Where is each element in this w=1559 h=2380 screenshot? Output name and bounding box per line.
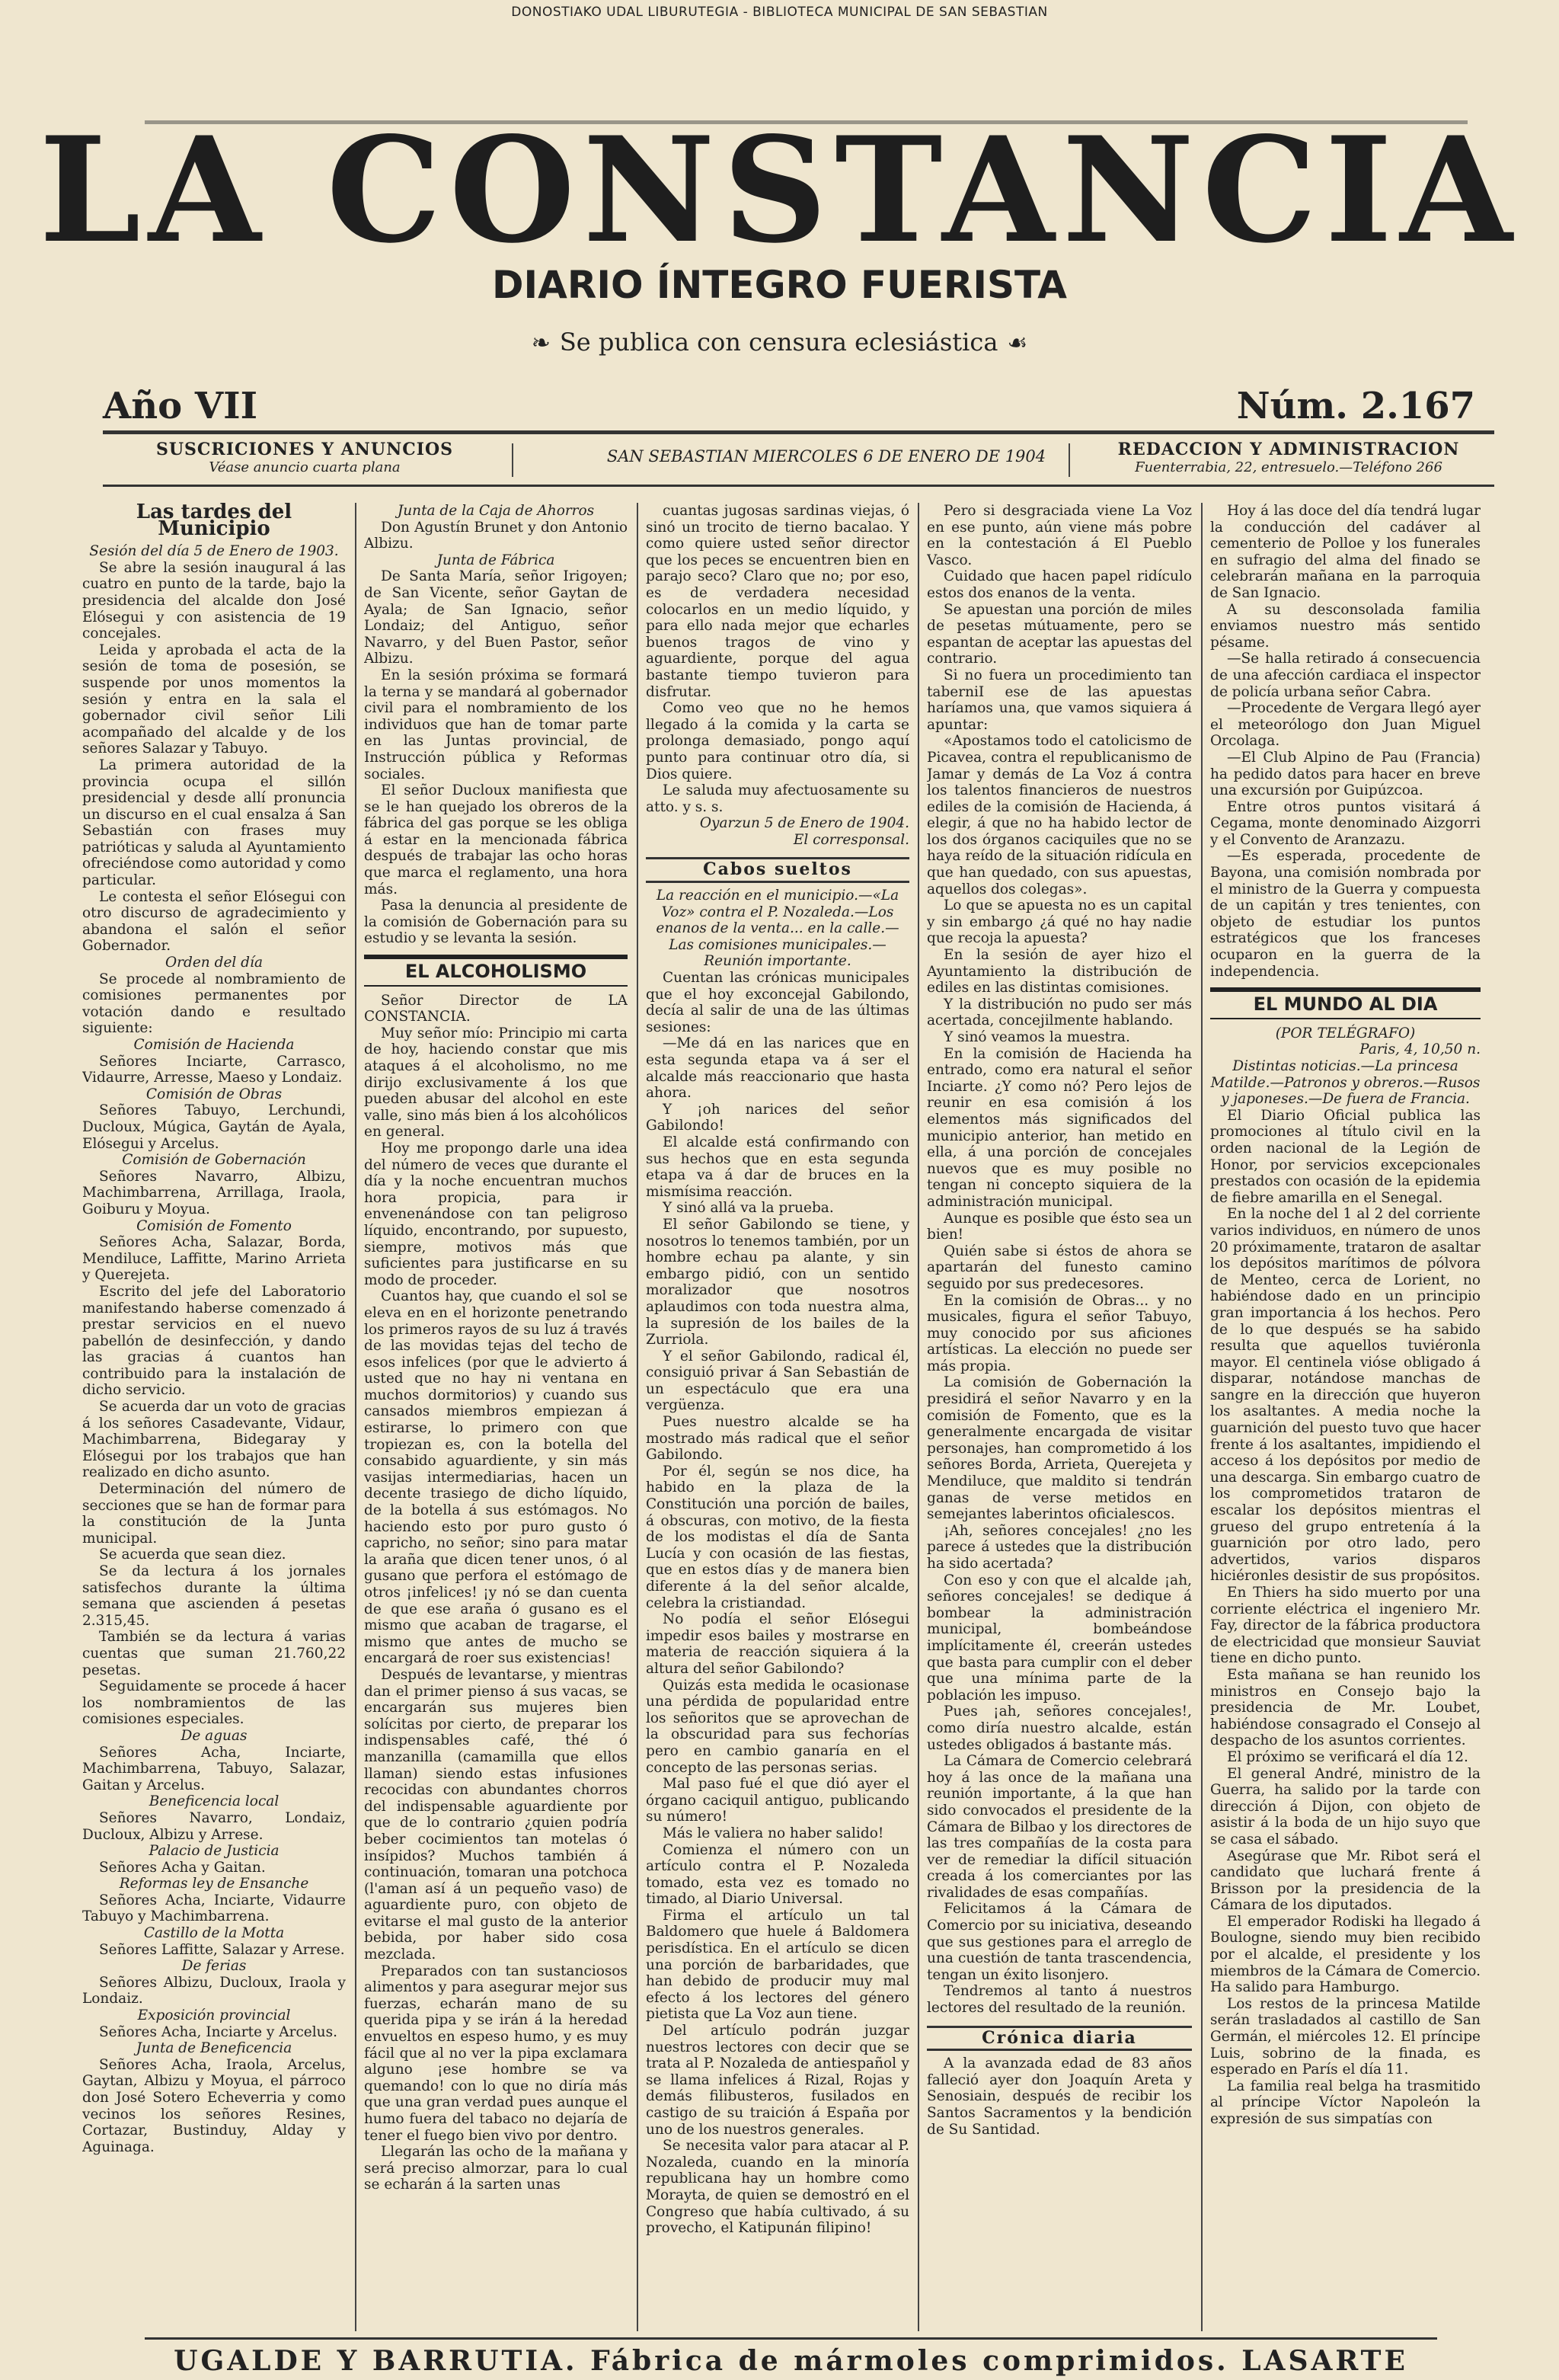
paragraph: Por él, según se nos dice, ha habido en la plaza de la Constitución una porción de bailes, á obscuras, con motivo, de la fiesta de los modistas el día de Santa Lucía y con ocasión de las fiestas, que en estos días y de manera bien diferente á la del señor alcalde, celebra la cristiandad.: [646, 1463, 909, 1611]
archive-header: DONOSTIAKO UDAL LIBURUTEGIA - BIBLIOTECA MUNICIPAL DE SAN SEBASTIAN: [511, 5, 1048, 20]
dateline: SAN SEBASTIAN MIERCOLES 6 DE ENERO DE 1904: [606, 447, 1046, 465]
paragraph: Entre otros puntos visitará á Cegama, monte denominado Aizgorri y el Convento de Aranzazu.: [1210, 798, 1481, 848]
paragraph: En la sesión de ayer hizo el Ayuntamiento la distribución de ediles en las distintas comisiones.: [927, 947, 1192, 996]
rule-top: [103, 430, 1494, 434]
paragraph: Señores Acha, Inciarte y Arcelus.: [99, 2023, 337, 2040]
paragraph: Después de levantarse, y mientras dan el primer pienso á sus vacas, se encargarán sus mujeres bien solícitas por cierto, de preparar los indispensables café, thé ó manzanilla (camamilla que ellos llaman) siendo estas infusiones recocidas con abundantes chorros del indispensable aguardiente por que de lo contrario ¿quien podría beber cocimientos tan motelas ó insípidos? Muchos también á continuación, tomaran una potchoca (l'aman así á un pequeño vaso) de aguardiente puro, con objeto de evitarse el mal gusto de la anterior bebida, por haber sido cosa mezclada.: [364, 1666, 628, 1963]
ornament-left-icon: ❧: [531, 330, 551, 357]
article-heading-cronica: Crónica diaria: [927, 2026, 1192, 2052]
paragraph: ¡Ah, señores concejales! ¿no les parece á ustedes que la distribución ha sido acertada?: [927, 1522, 1192, 1572]
paragraph: También se da lectura á varias cuentas que suman 21.760,22 pesetas.: [82, 1629, 346, 1678]
subheading: Junta de Beneficencia: [136, 2040, 292, 2057]
paragraph: Se da lectura á los jornales satisfechos durante la última semana que ascienden á pesetas 2.315,45.: [82, 1563, 346, 1629]
paragraph: Le saluda muy afectuosamente su atto. y s. s.: [646, 782, 909, 815]
subheading: De aguas: [180, 1727, 248, 1744]
paragraph: Preparados con tan sustanciosos alimentos y para asegurar mejor sus fuerzas, echarán mano de su querida pipa y se irán á la heredad envueltos en espeso humo, y es muy fácil que al no ver la pipa exclamara alguno ¡ese hombre se va quemando! con lo que no diría más que una gran verdad pues aunque el humo fuera del tabaco no dejaría de tener el fuego bien vivo por dentro.: [364, 1963, 628, 2144]
subheading: Comisión de Hacienda: [133, 1037, 295, 1053]
footer-rule: [145, 2337, 1437, 2340]
paragraph: Mal paso fué el que dió ayer el órgano caciquil antiguo, publicando su número!: [646, 1776, 909, 1825]
paragraph: Los restos de la princesa Matilde serán trasladados al castillo de San Germán, el miércoles 12. El príncipe Luis, sobrino de la finada, es esperado en París el día 11.: [1210, 1995, 1481, 2078]
paragraph: El próximo se verificará el día 12.: [1227, 1748, 1468, 1765]
paragraph: Leida y aprobada el acta de la sesión de toma de posesión, se suspende por unos momentos la sesión y entra en la sala el gobernador civil señor Lili acompañado del alcalde y de los señores Salazar y Tabuyo.: [82, 641, 346, 757]
column-5: [1210, 503, 1481, 2331]
paragraph: Pues ¡ah, señores concejales!, como diría nuestro alcalde, están ustedes obligados á bastante más.: [927, 1703, 1192, 1753]
subscriptions-heading: SUSCRICIONES Y ANUNCIOS: [155, 440, 454, 459]
paragraph: Señores Inciarte, Carrasco, Vidaurre, Arresse, Maeso y Londaiz.: [82, 1053, 346, 1086]
paragraph: Se acuerda que sean diez.: [99, 1547, 286, 1563]
paragraph: Señores Acha, Inciarte, Vidaurre Tabuyo y Machimbarrena.: [82, 1892, 346, 1925]
paragraph: Y sinó allá va la prueba.: [663, 1200, 834, 1217]
paragraph: —Se halla retirado á consecuencia de una afección cardiaca el inspector de policía urbana señor Cabra.: [1210, 651, 1481, 700]
paragraph: La comisión de Gobernación la presidirá el señor Navarro y en la comisión de Fomento, que es la generalmente encargada de visitar personajes, han comprometido á los señores Borda, Arrieta, Querejeta y Mendiluce, que maldito si tendrán ganas de verse metidos en semejantes laberintos oficialescos.: [927, 1374, 1192, 1523]
paragraph: Lo que se apuesta no es un capital y sin embargo ¿á qué no hay nadie que recoja la apuesta?: [927, 897, 1192, 947]
paragraph: Señores Tabuyo, Lerchundi, Ducloux, Múgica, Gaytán de Ayala, Elósegui y Arcelus.: [82, 1102, 346, 1152]
column-4: [927, 503, 1192, 2331]
subheading: Comisión de Gobernación: [122, 1152, 306, 1169]
subheading: Orden del día: [165, 955, 263, 971]
paragraph: Cuentan las crónicas municipales que el hoy exconcejal Gabilondo, decía al salir de una de las últimas sesiones:: [646, 970, 909, 1035]
paragraph: A la avanzada edad de 83 años falleció ayer don Joaquín Areta y Senosiain, después de recibir los Santos Sacramentos y la bendición de Su Santidad.: [927, 2055, 1192, 2138]
paragraph: Hoy á las doce del día tendrá lugar la conducción del cadáver al cementerio de Polloe y los funerales en sufragio del alma del finado se celebrarán mañana en la parroquia de San Ignacio.: [1210, 503, 1481, 601]
editorial-heading: REDACCION Y ADMINISTRACION: [1117, 440, 1460, 459]
paragraph: Aunque es posible que ésto sea un bien!: [927, 1210, 1192, 1243]
paragraph: En la noche del 1 al 2 del corriente varios individuos, en número de unos 20 próximamente, trataron de asaltar los depósitos marítimos de pólvora de Menteo, cerca de Lorient, no habiéndose dado en un principio gran importancia á los hechos. Pero de lo que después se ha sabido resulta que aquellos tuviéronla mayor. El centinela vióse obligado á disparar, notándose manchas de sangre en la dirección que huyeron los asaltantes. A media noche la guarnición del puesto tuvo que hacer frente á los asaltantes, impidiendo el acceso á los depósitos por medio de una descarga. Sin embargo cuatro de los comprometidos trataron de escalar los depósitos mientras el grueso del grupo entretenía á la guarnición por otro lado, pero advertidos, varios disparos hiciéronles desistir de sus propósitos.: [1210, 1206, 1481, 1585]
paragraph: Como veo que no he hemos llegado á la comida y la carta se prolonga demasiado, pongo aquí punto para continuar otro día, si Dios quiere.: [646, 700, 909, 782]
column-2: [364, 503, 628, 2331]
paragraph: Seguidamente se procede á hacer los nombramientos de las comisiones especiales.: [82, 1678, 346, 1728]
paragraph: Se abre la sesión inaugural á las cuatro en punto de la tarde, bajo la presidencia del alcalde don José Elósegui y con asistencia de 19 concejales.: [82, 559, 346, 642]
subscriptions-box: [103, 440, 506, 475]
subheading: De ferias: [181, 1958, 247, 1975]
subheading: Junta de Fábrica: [436, 552, 555, 568]
paragraph: Señores Albizu, Ducloux, Iraola y Londaiz.: [82, 1974, 346, 2007]
paragraph: La Cámara de Comercio celebrará hoy á las once de la mañana una reunión importante, á la que han sido convocados el presidente de la Cámara de Bilbao y los directores de las tres compañías de la costa para ver de remediar la difícil situación creada á los comerciantes por las rivalidades de esas compañías.: [927, 1753, 1192, 1901]
paragraph: La familia real belga ha trasmitido al príncipe Víctor Napoleón la expresión de sus simpatías con: [1210, 2078, 1481, 2127]
issue-number: Núm. 2.167: [1236, 385, 1475, 427]
subheading: Beneficencia local: [149, 1793, 280, 1810]
paragraph: De Santa María, señor Irigoyen; de San Vicente, señor Gaytan de Ayala; de San Ignacio, señor Londaiz; del Antiguo, señor Navarro, y del Buen Pastor, señor Albizu.: [364, 568, 628, 667]
session-date: Sesión del día 5 de Enero de 1903.: [89, 543, 339, 560]
censure-text: Se publica con censura eclesiástica: [559, 328, 998, 357]
article-summary: Distintas noticias.—La princesa Matilde.—Patronos y obreros.—Rusos y japoneses.—De fuera de Francia.: [1210, 1058, 1481, 1108]
telegraph-note: (POR TELÉGRAFO): [1275, 1025, 1416, 1041]
paragraph: —Me dá en las narices que en esta segunda etapa va á ser el alcalde más reaccionario que hasta ahora.: [646, 1035, 909, 1102]
paragraph: —Es esperada, procedente de Bayona, una comisión nombrada por el ministro de la Guerra y compuesta de un capitán y tres tenientes, con objeto de estudiar los puntos estratégicos que los franceses ocuparon en la guerra de la independencia.: [1210, 848, 1481, 980]
article-heading-cabos: Cabos sueltos: [646, 857, 909, 883]
editorial-box: [1083, 440, 1494, 475]
paragraph: Señores Navarro, Albizu, Machimbarrena, Arrillaga, Iraola, Goiburu y Moyua.: [82, 1168, 346, 1217]
paragraph: Muy señor mío: Principio mi carta de hoy, haciendo constar que mis ataques á el alcoholismo, no me dirijo exclusivamente á los que pueden abusar del alcohol en este valle, sino más bien á los alcohólicos en general.: [364, 1025, 628, 1140]
telegraph-dateline: Paris, 4, 10,50 n.: [1359, 1041, 1481, 1058]
paragraph: El general André, ministro de la Guerra, ha salido por la tarde con dirección á Dijon, con objeto de asistir á la boda de un hijo suyo que se casa el sábado.: [1210, 1765, 1481, 1847]
paragraph: Tendremos al tanto á nuestros lectores del resultado de la reunión.: [927, 1983, 1192, 2017]
paragraph: Se apuestan una porción de miles de pesetas mútuamente, pero se espantan de aceptar las apuestas del contrario.: [927, 601, 1192, 667]
paragraph: Pero si desgraciada viene La Voz en ese punto, aún viene más pobre en la contestación á El Pueblo Vasco.: [927, 503, 1192, 568]
ornament-right-icon: ☙: [1007, 330, 1028, 357]
infobar-divider-left: [512, 443, 513, 477]
paragraph: Comienza el número con un artículo contra el P. Nozaleda tomado, esta vez es tomado no timado, al Diario Universal.: [646, 1841, 909, 1908]
paragraph: Señor Director de LA CONSTANCIA.: [364, 992, 628, 1025]
paragraph: Señores Laffitte, Salazar y Arrese.: [99, 1941, 345, 1958]
subheading: Comisión de Obras: [145, 1086, 283, 1102]
paragraph: cuantas jugosas sardinas viejas, ó sinó un trocito de tierno bacalao. Y como quiere usted señor director que los peces se encuentren bien en parajo seco? Claro que no; por eso, es de verdadera necesidad colocarlos en un medio líquido, y para ello nada mejor que echarles buenos tragos de vino y aguardiente, porque del agua bastante tiempo tuvieron para disfrutar.: [646, 503, 909, 700]
paragraph: Quién sabe si éstos de ahora se apartarán del funesto camino seguido por sus predecesores.: [927, 1243, 1192, 1292]
newspaper-subtitle: DIARIO ÍNTEGRO FUERISTA: [492, 263, 1067, 307]
paragraph: Pasa la denuncia al presidente de la comisión de Gobernación para su estudio y se levanta la sesión.: [364, 897, 628, 947]
info-bar: [103, 438, 1494, 482]
paragraph: A su desconsolada familia enviamos nuestro más sentido pésame.: [1210, 601, 1481, 651]
paragraph: Don Agustín Brunet y don Antonio Albizu.: [364, 519, 628, 552]
paragraph: Señores Acha y Gaitan.: [99, 1859, 266, 1876]
column-divider-4: [1201, 503, 1203, 2331]
censure-line: [0, 328, 1559, 357]
paragraph: Se necesita valor para atacar al P. Nozaleda, cuando en la minoría republicana hay un hombre como Morayta, de quien se demostró en el Congreso que había cultivado, á su provecho, el Katipunán filipino!: [646, 2138, 909, 2237]
paragraph: Con eso y con que el alcalde ¡ah, señores concejales! se dedique á bombear la administración municipal, bombeándose implícitamente él, creerán ustedes que basta para cumplir con el deber que una mínima parte de la población les impuso.: [927, 1572, 1192, 1703]
paragraph: —Procedente de Vergara llegó ayer el meteorólogo don Juan Miguel Orcolaga.: [1210, 700, 1481, 750]
paragraph: Felicitamos á la Cámara de Comercio por su iniciativa, deseando que sus gestiones para el arreglo de una cuestión de tanta trascendencia, tengan un éxito lisonjero.: [927, 1901, 1192, 1983]
subheading: Castillo de la Motta: [143, 1925, 285, 1942]
paragraph: Y ¡oh narices del señor Gabilondo!: [646, 1101, 909, 1134]
subheading: Exposición provincial: [137, 2007, 291, 2024]
paragraph: Asegúrase que Mr. Ribot será el candidato que luchará frente á Brisson por la presidencia de la Cámara de los diputados.: [1210, 1847, 1481, 1914]
paragraph: El emperador Rodiski ha llegado á Boulogne, siendo muy bien recibido por el alcalde, el presidente y los miembros de la Cámara de Comercio. Ha salido para Hamburgo.: [1210, 1913, 1481, 1996]
subheading: Reformas ley de Ensanche: [119, 1876, 309, 1892]
paragraph: El señor Ducloux manifiesta que se le han quejado los obreros de la fábrica del gas porque se les obliga á estar en la mencionada fábrica después de trabajar las ocho horas que marca el reglamento, una hora más.: [364, 782, 628, 897]
paragraph: Si no fuera un procedimiento tan taberniI ese de las apuestas haríamos una, que vamos siquiera á apuntar:: [927, 667, 1192, 733]
paragraph: «Apostamos todo el catolicismo de Picavea, contra el republicanismo de Jamar y demás de La Voz á contra los talentos financieros de nuestros ediles de la comisión de Hacienda, á elegir, á que no ha habido lector de los dos órganos caciquiles que no se haya reído de la situación ridícula en que han quedado, con sus apuestas, aquellos dos colegas».: [927, 733, 1192, 897]
paragraph: Se acuerda dar un voto de gracias á los señores Casadevante, Vidaur, Machimbarrena, Bidegaray y Elósegui por los trabajos que han realizado en dicho asunto.: [82, 1399, 346, 1481]
paragraph: Señores Navarro, Londaiz, Ducloux, Albizu y Arrese.: [82, 1809, 346, 1843]
paragraph: El alcalde está confirmando con sus hechos que en esta segunda etapa va á dar de bruces en la mismísima reacción.: [646, 1134, 909, 1200]
column-divider-2: [637, 503, 638, 2331]
subscriptions-note: Véase anuncio cuarta plana: [209, 459, 401, 475]
article-summary: La reacción en el municipio.—«La Voz» contra el P. Nozaleda.—Los enanos de la venta... en la calle.—Las comisiones municipales.—Reunión importante.: [656, 888, 899, 970]
column-divider-1: [355, 503, 356, 2331]
subheading: Junta de la Caja de Ahorros: [397, 503, 595, 519]
paragraph: Llegarán las ocho de la mañana y será preciso almorzar, para lo cual se echarán á la sarten unas: [364, 2144, 628, 2193]
paragraph: Señores Acha, Inciarte, Machimbarrena, Tabuyo, Salazar, Gaitan y Arcelus.: [82, 1744, 346, 1793]
paragraph: —El Club Alpino de Pau (Francia) ha pedido datos para hacer en breve una excursión por Guipúzcoa.: [1210, 749, 1481, 799]
article-heading-municipio: Las tardes del Municipio: [136, 503, 292, 540]
infobar-divider-right: [1069, 443, 1070, 477]
paragraph: Señores Acha, Salazar, Borda, Mendiluce, Laffitte, Marino Arrieta y Querejeta.: [82, 1234, 346, 1284]
subheading: Comisión de Fomento: [136, 1217, 292, 1234]
column-1: [82, 503, 346, 2331]
paragraph: Determinación del número de secciones que se han de formar para la constitución de la Junta municipal.: [82, 1481, 346, 1547]
paragraph: La primera autoridad de la provincia ocupa el sillón presidencial y desde allí pronuncia un discurso en el cual ensalza á San Sebastián con frases muy patrióticas y saluda al Ayuntamiento ofreciéndose como autoridad y como particular.: [82, 757, 346, 889]
paragraph: Hoy me propongo darle una idea del número de veces que durante el día y la noche encuentran muchos hora propicia, para ir envenenándose con tan peligroso líquido, encontrando, por supuesto, siempre, motivos más que suficientes para justificarse en su modo de proceder.: [364, 1140, 628, 1288]
column-3: [646, 503, 909, 2331]
paragraph: Escrito del jefe del Laboratorio manifestando haberse comenzado á prestar servicios en el nuevo pabellón de desinfección, y dando las gracias á cuantos han contribuido para la instalación de dicho servicio.: [82, 1283, 346, 1399]
paragraph: No podía el señor Elósegui impedir esos bailes y mostrarse en materia de reacción siquiera á la altura del señor Gabilondo?: [646, 1611, 909, 1677]
paragraph: Quizás esta medida le ocasionase una pérdida de popularidad entre los señoritos que se aprovechan de la obscuridad para sus fechorías pero en cambio ganaría en el concepto de las personas serias.: [646, 1677, 909, 1776]
paragraph: Pues nuestro alcalde se ha mostrado más radical que el señor Gabilondo.: [646, 1414, 909, 1464]
paragraph: En la comisión de Hacienda ha entrado, como era natural el señor Inciarte. ¿Y como nó? Pero lejos de reunir en esa comisión á los elementos más significados del municipio anterior, han metido en ella, á una porción de concejales nuevos que es muy posible no tengan ni concepto siquiera de la administración municipal.: [927, 1045, 1192, 1210]
letter-signature: El corresponsal.: [793, 831, 909, 848]
subheading: Palacio de Justicia: [149, 1843, 280, 1860]
paragraph: Se procede al nombramiento de comisiones permanentes por votación dando e resultado siguiente:: [82, 971, 346, 1037]
paragraph: Del artículo podrán juzgar nuestros lectores con decir que se trata al P. Nozaleda de antiespañol y se llama infelices á Rizal, Rojas y demás filibusteros, fusilados en castigo de su traición á España por uno de los nuestros generales.: [646, 2023, 909, 2138]
paragraph: Cuantos hay, que cuando el sol se eleva en en el horizonte penetrando los primeros rayos de su luz á través de las movidas tejas del techo de esos infelices (por que le advierto á usted que no hay ni ventana en muchos dormitorios) y cuando sus cansados miembros empiezan á estirarse, lo primero con que tropiezan es, con la botella del consabido aguardiente, y sin más vasijas intermediarias, hacen un decente trasiego de dicho líquido, de la botella á sus estómagos. No haciendo esto por puro gusto ó capricho, no señor; sino para matar la araña que dicen tener unos, ó al gusano que perfora el estómago de otros ¡infelices! ¡y nó se dan cuenta de que ese araña ó gusano es el mismo que acaban de tragarse, el mismo que antes de mucho se encargará de roer sus existencias!: [364, 1288, 628, 1667]
paragraph: El Diario Oficial publica las promociones al título civil en la orden nacional de la Legión de Honor, por servicios excepcionales prestados con ocasión de la epidemia de fiebre amarilla en el Senegal.: [1210, 1107, 1481, 1206]
article-heading-alcoholismo: EL ALCOHOLISMO: [364, 955, 628, 987]
letter-date: Oyarzun 5 de Enero de 1904.: [699, 815, 909, 832]
paragraph: Y el señor Gabilondo, radical él, consiguió privar á San Sebastián de un espectáculo que era una vergüenza.: [646, 1348, 909, 1414]
column-divider-3: [918, 503, 919, 2331]
paragraph: En Thiers ha sido muerto por una corriente eléctrica el ingeniero Mr. Fay, director de la fábrica productora de electricidad que monsieur Sauviat tiene en dicho punto.: [1210, 1585, 1481, 1667]
paragraph: En la sesión próxima se formará la terna y se mandará al gobernador civil para el nombramiento de los individuos que han de tomar parte en las Juntas provincial, de Instrucción pública y Reformas sociales.: [364, 667, 628, 782]
footer-advertisement: UGALDE Y BARRUTIA. Fábrica de mármoles comprimidos. LASARTE: [174, 2345, 1408, 2377]
paragraph: Y la distribución no pudo ser más acertada, concejilmente hablando.: [927, 996, 1192, 1029]
paragraph: Firma el artículo un tal Baldomero que huele á Baldomera perisdística. En el artículo se dicen una porción de barbaridades, que han debido de producir muy mal efecto á los lectores del género pietista que La Voz aun tiene.: [646, 1907, 909, 2023]
paragraph: Señores Acha, Iraola, Arcelus, Gaytan, Albizu y Moyua, el párroco don José Sotero Echeverria y como vecinos los señores Resines, Cortazar, Bustinduy, Alday y Aguinaga.: [82, 2056, 346, 2155]
paragraph: Más le valiera no haber salido!: [663, 1825, 884, 1841]
newspaper-title: LA CONSTANCIA: [39, 105, 1520, 275]
paragraph: Y sinó veamos la muestra.: [944, 1029, 1130, 1045]
paragraph: El señor Gabilondo se tiene, y nosotros lo tenemos también, por un hombre echau pa alante, y sin embargo pidió, con un sentido moralizador que nosotros aplaudimos con toda nuestra alma, la supresión de los bailes de la Zurriola.: [646, 1216, 909, 1348]
article-heading-mundo: EL MUNDO AL DIA: [1210, 987, 1481, 1019]
rule-bottom: [103, 485, 1494, 487]
paragraph: Cuidado que hacen papel ridículo estos dos enanos de la venta.: [927, 568, 1192, 601]
paragraph: En la comisión de Obras... y no musicales, figura el señor Tabuyo, muy conocido por sus aficiones artísticas. La elección no puede ser más propia.: [927, 1292, 1192, 1374]
editorial-address: Fuenterrabia, 22, entresuelo.—Teléfono 266: [1135, 459, 1442, 475]
year-label: Año VII: [103, 385, 258, 427]
paragraph: Esta mañana se han reunido los ministros en Consejo bajo la presidencia de Mr. Loubet, habiéndose consagrado el Consejo al despacho de los asuntos corrientes.: [1210, 1666, 1481, 1749]
paragraph: Le contesta el señor Elósegui con otro discurso de agradecimiento y abandona el salón el señor Gobernador.: [82, 888, 346, 955]
